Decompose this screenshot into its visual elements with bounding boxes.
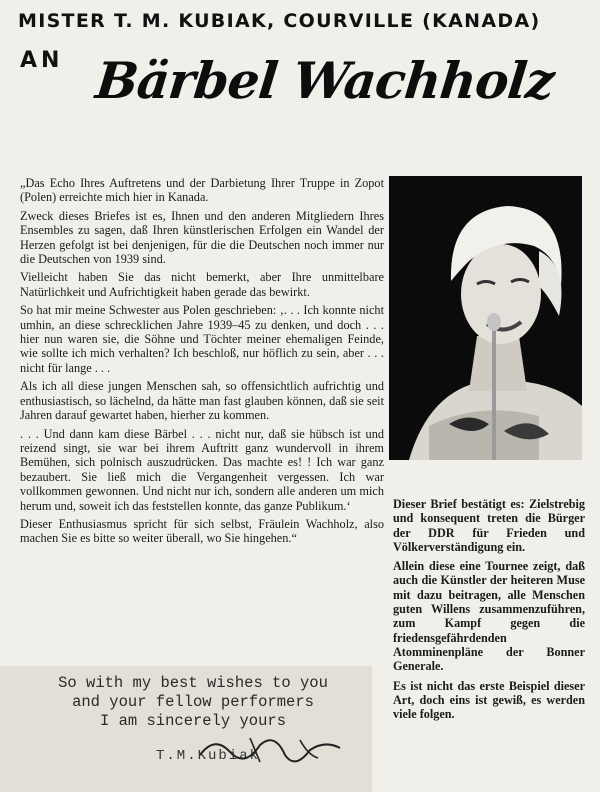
letter-paragraph: „Das Echo Ihres Auftretens und der Darbietung Ihrer Truppe in Zopot (Polen) erreichte mich hier in Kanada. xyxy=(20,176,384,205)
letter-paragraph: Vielleicht haben Sie das nicht bemerkt, aber Ihre unmittelbare Natürlichkeit und Aufrichtigkeit haben gerade das bewirkt. xyxy=(20,270,384,299)
singer-photo xyxy=(389,176,582,460)
handwritten-signature xyxy=(190,730,350,770)
editorial-sidebar xyxy=(393,497,585,726)
header-recipient-name: Bärbel Wachholz xyxy=(92,51,557,110)
sidebar-paragraph: Dieser Brief bestätigt es: Zielstrebig und konsequent treten die Bürger der DDR für Frieden und Völkerverständigung ein. xyxy=(393,497,585,554)
header-sender: MISTER T. M. KUBIAK, COURVILLE (KANADA) xyxy=(18,10,541,32)
sidebar-paragraph: Allein diese eine Tournee zeigt, daß auch die Künstler der heiteren Muse mit dazu beitragen, alle Menschen guten Willens zusammenzuführen, zum Kampf gegen die friedensgefährdenden Atomminenpläne der Bonner Generale. xyxy=(393,559,585,674)
letter-paragraph: So hat mir meine Schwester aus Polen geschrieben: ‚. . . Ich konnte nicht umhin, an diese schrecklichen Jahre 1939–45 zu denken, und doch . . . hier nun waren sie, die Söhne und Töchter meiner ehemaligen Feinde, wie sollte ich mich verhalten? Ich beschloß, nur höflich zu sein, aber . . . nicht für lange . . . xyxy=(20,303,384,375)
signature-text: So with my best wishes to you and your fellow performers I am sincerely yours xyxy=(58,674,328,730)
sidebar-paragraph: Es ist nicht das erste Beispiel dieser Art, doch eins ist gewiß, es werden viele folgen. xyxy=(393,678,585,722)
letter-paragraph: . . . Und dann kam diese Bärbel . . . nicht nur, daß sie hübsch ist und reizend singt, sie war bei ihrem Auftritt ganz wundervoll in ihrem Bemühen, sich polnisch auszudrücken. Das machte es! ! Ich war ganz bezaubert. Sie ließ mich die Vergangenheit vergessen. Ich war vollkommen gewonnen. Und nicht nur ich, sondern alle anderen um mich herum und, soweit ich das feststellen konnte, das ganze Publikum.‘ xyxy=(20,426,384,513)
letter-paragraph: Als ich all diese jungen Menschen sah, so offensichtlich aufrichtig und enthusiastisch, so lächelnd, da hätte man fast glauben können, daß sie seit Jahren darauf gewartet haben, hierher zu kommen. xyxy=(20,379,384,423)
letter-body xyxy=(20,176,384,550)
letter-paragraph: Dieser Enthusiasmus spricht für sich selbst, Fräulein Wachholz, also machen Sie es bitte so weiter überall, wo Sie hingehen.“ xyxy=(20,516,384,546)
signature-name: T.M.Kubiak xyxy=(156,748,261,764)
header-an: AN xyxy=(20,48,64,73)
letter-paragraph: Zweck dieses Briefes ist es, Ihnen und den anderen Mitgliedern Ihres Ensembles zu sagen, daß Ihren künstlerischen Erfolgen ein Wandel der Herzen gefolgt ist bei denjenigen, für die die Deutschen noch immer nur die Deutschen von 1939 sind. xyxy=(20,208,384,267)
